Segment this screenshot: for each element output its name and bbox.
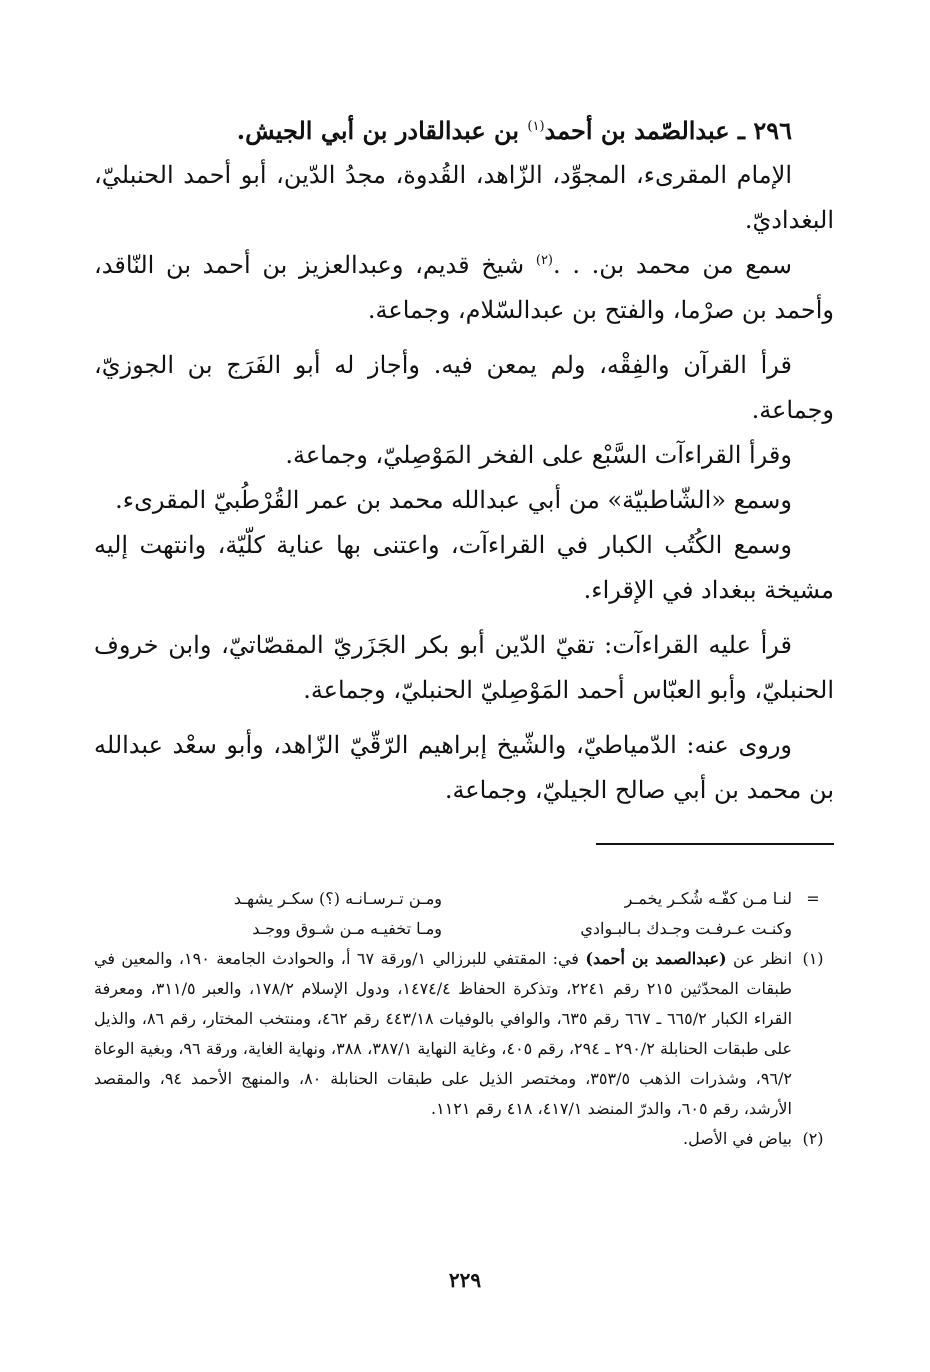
paragraph-readings: وقرأ القراءآت السَّبْع على الفخر المَوْصِليّ، وجماعة.	[285, 441, 792, 469]
paragraph-titles: الإمام المقرىء، المجوِّد، الزّاهد، القُدوة، مجدُ الدّين، أبو أحمد الحنبليّ، البغداديّ.	[94, 161, 834, 234]
paragraph-quran: قرأ القرآن والفِقْه، ولم يمعن فيه. وأجاز له أبو الفَرَج بن الجوزيّ، وجماعة.	[94, 351, 834, 424]
footnote-2	[94, 1124, 834, 1154]
footnote-1	[94, 944, 834, 1124]
footnote-subject: (عبدالصمد بن أحمد)	[585, 949, 727, 968]
entry-number: ٢٩٦	[753, 116, 792, 145]
poem-line-1	[94, 884, 834, 914]
footnote-body	[94, 1124, 792, 1154]
paragraph-students: قرأ عليه القراءآت: تقيّ الدّين أبو بكر الجَزَريّ المقصّاتيّ، وابن خروف الحنبليّ، وأبو العبّاس أحمد المَوْصِليّ الحنبليّ، وجماعة.	[94, 631, 834, 704]
footnote-body	[94, 944, 792, 1124]
paragraph-teachers-rest: شيخ قديم، وعبدالعزيز بن أحمد بن النّاقد، وأحمد بن صرْما، والفتح بن عبدالسّلام، وجماعة.	[94, 251, 834, 324]
footnote-separator	[596, 843, 834, 845]
poem-line-2	[94, 914, 834, 944]
footnotes	[94, 884, 834, 1154]
paragraph-teachers	[94, 243, 834, 333]
poem-hemistich: ومـن تـرسـانـه (؟) سكـر يشهـد	[233, 889, 442, 908]
footnote-number: (١)	[802, 949, 824, 968]
paragraph-shatibiyya: وسمع «الشّاطبيّة» من أبي عبدالله محمد بن عمر القُرْطُبيّ المقرىء.	[115, 486, 792, 514]
footnote-ref-1[interactable]: (١)	[527, 119, 545, 134]
paragraph-books: وسمع الكُتُب الكبار في القراءآت، واعتنى بها عناية كلّيّة، وانتهت إليه مشيخة ببغداد في الإقراء.	[94, 531, 834, 604]
page-number: ٢٢٩	[448, 1268, 482, 1292]
poem-hemistichs-1	[94, 884, 792, 914]
footnote-lead: انظر عن	[726, 949, 793, 968]
paragraph-teachers-start: سمع من محمد بن. . .	[553, 251, 792, 279]
poem-hemistich: ومـا تخفيـه مـن شـوق ووجـد	[252, 919, 442, 938]
paragraph-narrators: وروى عنه: الدّمياطيّ، والشّيخ إبراهيم الرّقّيّ الزّاهد، وأبو سعْد عبدالله بن محمد بن أبي صالح الجيليّ، وجماعة.	[94, 731, 834, 804]
poem-hemistich: وكنـت عـرفـت وجـدك بـالبـوادي	[580, 919, 792, 938]
footnote-number: (٢)	[802, 1129, 824, 1148]
continuation-mark: =	[806, 889, 820, 908]
entry-name: عبدالصّمد بن أحمد	[544, 116, 730, 145]
poem-hemistichs-2	[94, 914, 792, 944]
main-text	[94, 108, 834, 813]
poem-hemistich: لنـا مـن كفّـه شُكـر يخمـر	[624, 889, 792, 908]
entry-heading	[94, 108, 792, 153]
entry-name-rest: بن عبدالقادر بن أبي الجيش.	[236, 116, 528, 145]
entry-dash: ـ	[729, 116, 754, 145]
footnote-sources: في: المقتفي للبرزالي ١/ورقة ٦٧ أ، والحوادث الجامعة ١٩٠، والمعين في طبقات المحدّثين ٢١٥ رقم ٢٢٤١، وتذكرة الحفاظ ١٤٧٤/٤، ودول الإسلام ١٧٨/٢، والعبر ٣١١/٥، ومعرفة القراء الكبار ٦٦٥/٢ ـ ٦٦٧ رقم ٦٣٥، والوافي بالوفيات ٤٤٣/١٨ رقم ٤٦٢، ومنتخب المختار، رقم ٨٦، والذيل على طبقات الحنابلة ٢٩٠/٢ ـ ٢٩٤، رقم ٤٠٥، وغاية النهاية ٣٨٧/١، ٣٨٨، ونهاية الغاية، ورقة ٩٦، وبغية الوعاة ٩٦/٢، وشذرات الذهب ٣٥٣/٥، ومختصر الذيل على طبقات الحنابلة ٨٠، والمنهج الأحمد ٩٤، والمقصد الأرشد، رقم ٦٠٥، والدرّ المنضد ٤١٧/١، ٤١٨ رقم ١١٢١.	[94, 949, 793, 1118]
footnote-ref-2[interactable]: (٢)	[535, 253, 553, 268]
footnote-lead: بياض في الأصل.	[682, 1129, 792, 1148]
